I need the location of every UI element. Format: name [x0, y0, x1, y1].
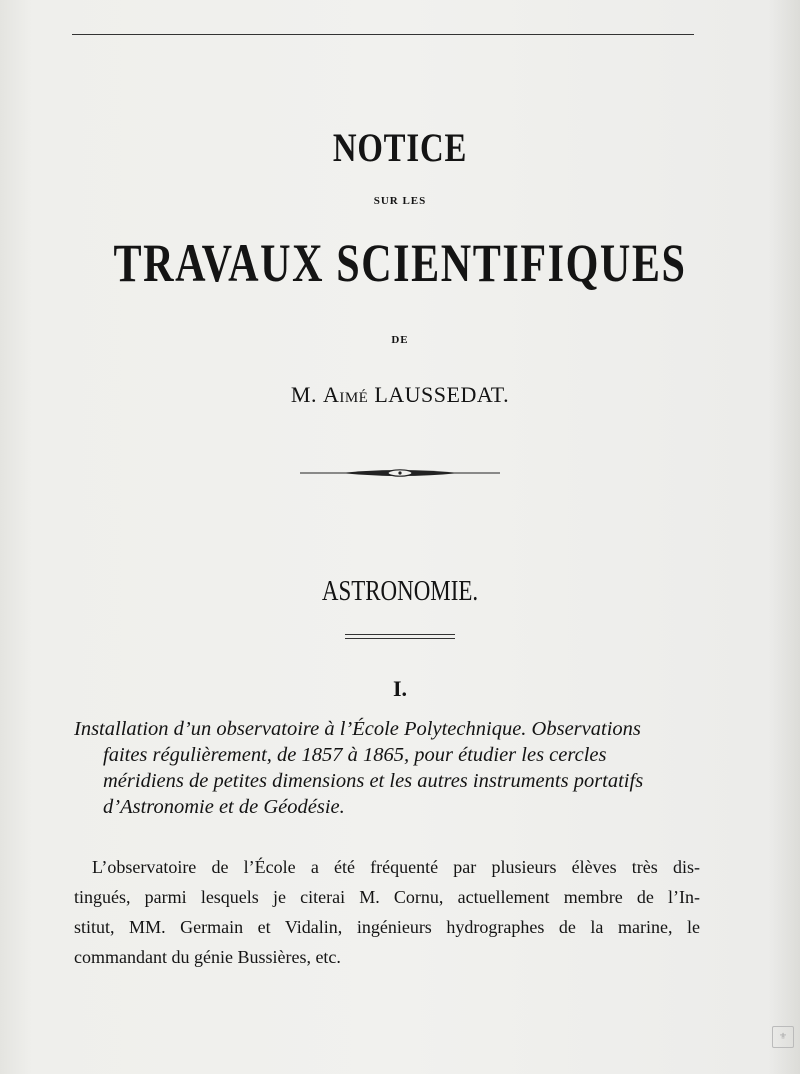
library-stamp-icon: ⚜ — [772, 1026, 794, 1048]
notice-title: NOTICE — [332, 125, 468, 170]
section-heading — [74, 716, 714, 820]
heading-line: faites régulièrement, de 1857 à 1865, pour étudier les cercles — [103, 744, 607, 766]
header-rule — [72, 34, 694, 35]
de-label: DE — [391, 334, 409, 346]
body-line: tingués, parmi lesquels je citerai M. Cornu, actuellement membre de l’In- — [74, 887, 700, 907]
author-first-name: Aimé — [322, 382, 369, 407]
body-line: L’observatoire de l’École a été fréquenté par plusieurs élèves très dis- — [92, 857, 700, 877]
body-line: stitut, MM. Germain et Vidalin, ingénieurs hydrographes de la marine, le — [74, 917, 700, 937]
section-rule-top — [345, 634, 455, 635]
body-paragraph — [74, 852, 700, 972]
section-rule-bottom — [345, 638, 455, 639]
author-last-name: LAUSSEDAT. — [368, 382, 510, 407]
heading-line: Installation d’un observatoire à l’École Polytechnique. Observations — [74, 718, 641, 740]
heading-line: méridiens de petites dimensions et les autres instruments portatifs — [103, 770, 644, 792]
author-prefix: M. — [290, 382, 323, 407]
sur-les-label: SUR LES — [373, 195, 427, 207]
section-title: ASTRONOMIE. — [321, 576, 479, 607]
section-number: I. — [392, 676, 408, 701]
author-line — [0, 382, 800, 408]
ornament-divider — [300, 466, 500, 480]
main-title: TRAVAUX SCIENTIFIQUES — [113, 233, 687, 293]
body-line: commandant du génie Bussières, etc. — [74, 947, 341, 967]
heading-line: d’Astronomie et de Géodésie. — [103, 796, 345, 818]
